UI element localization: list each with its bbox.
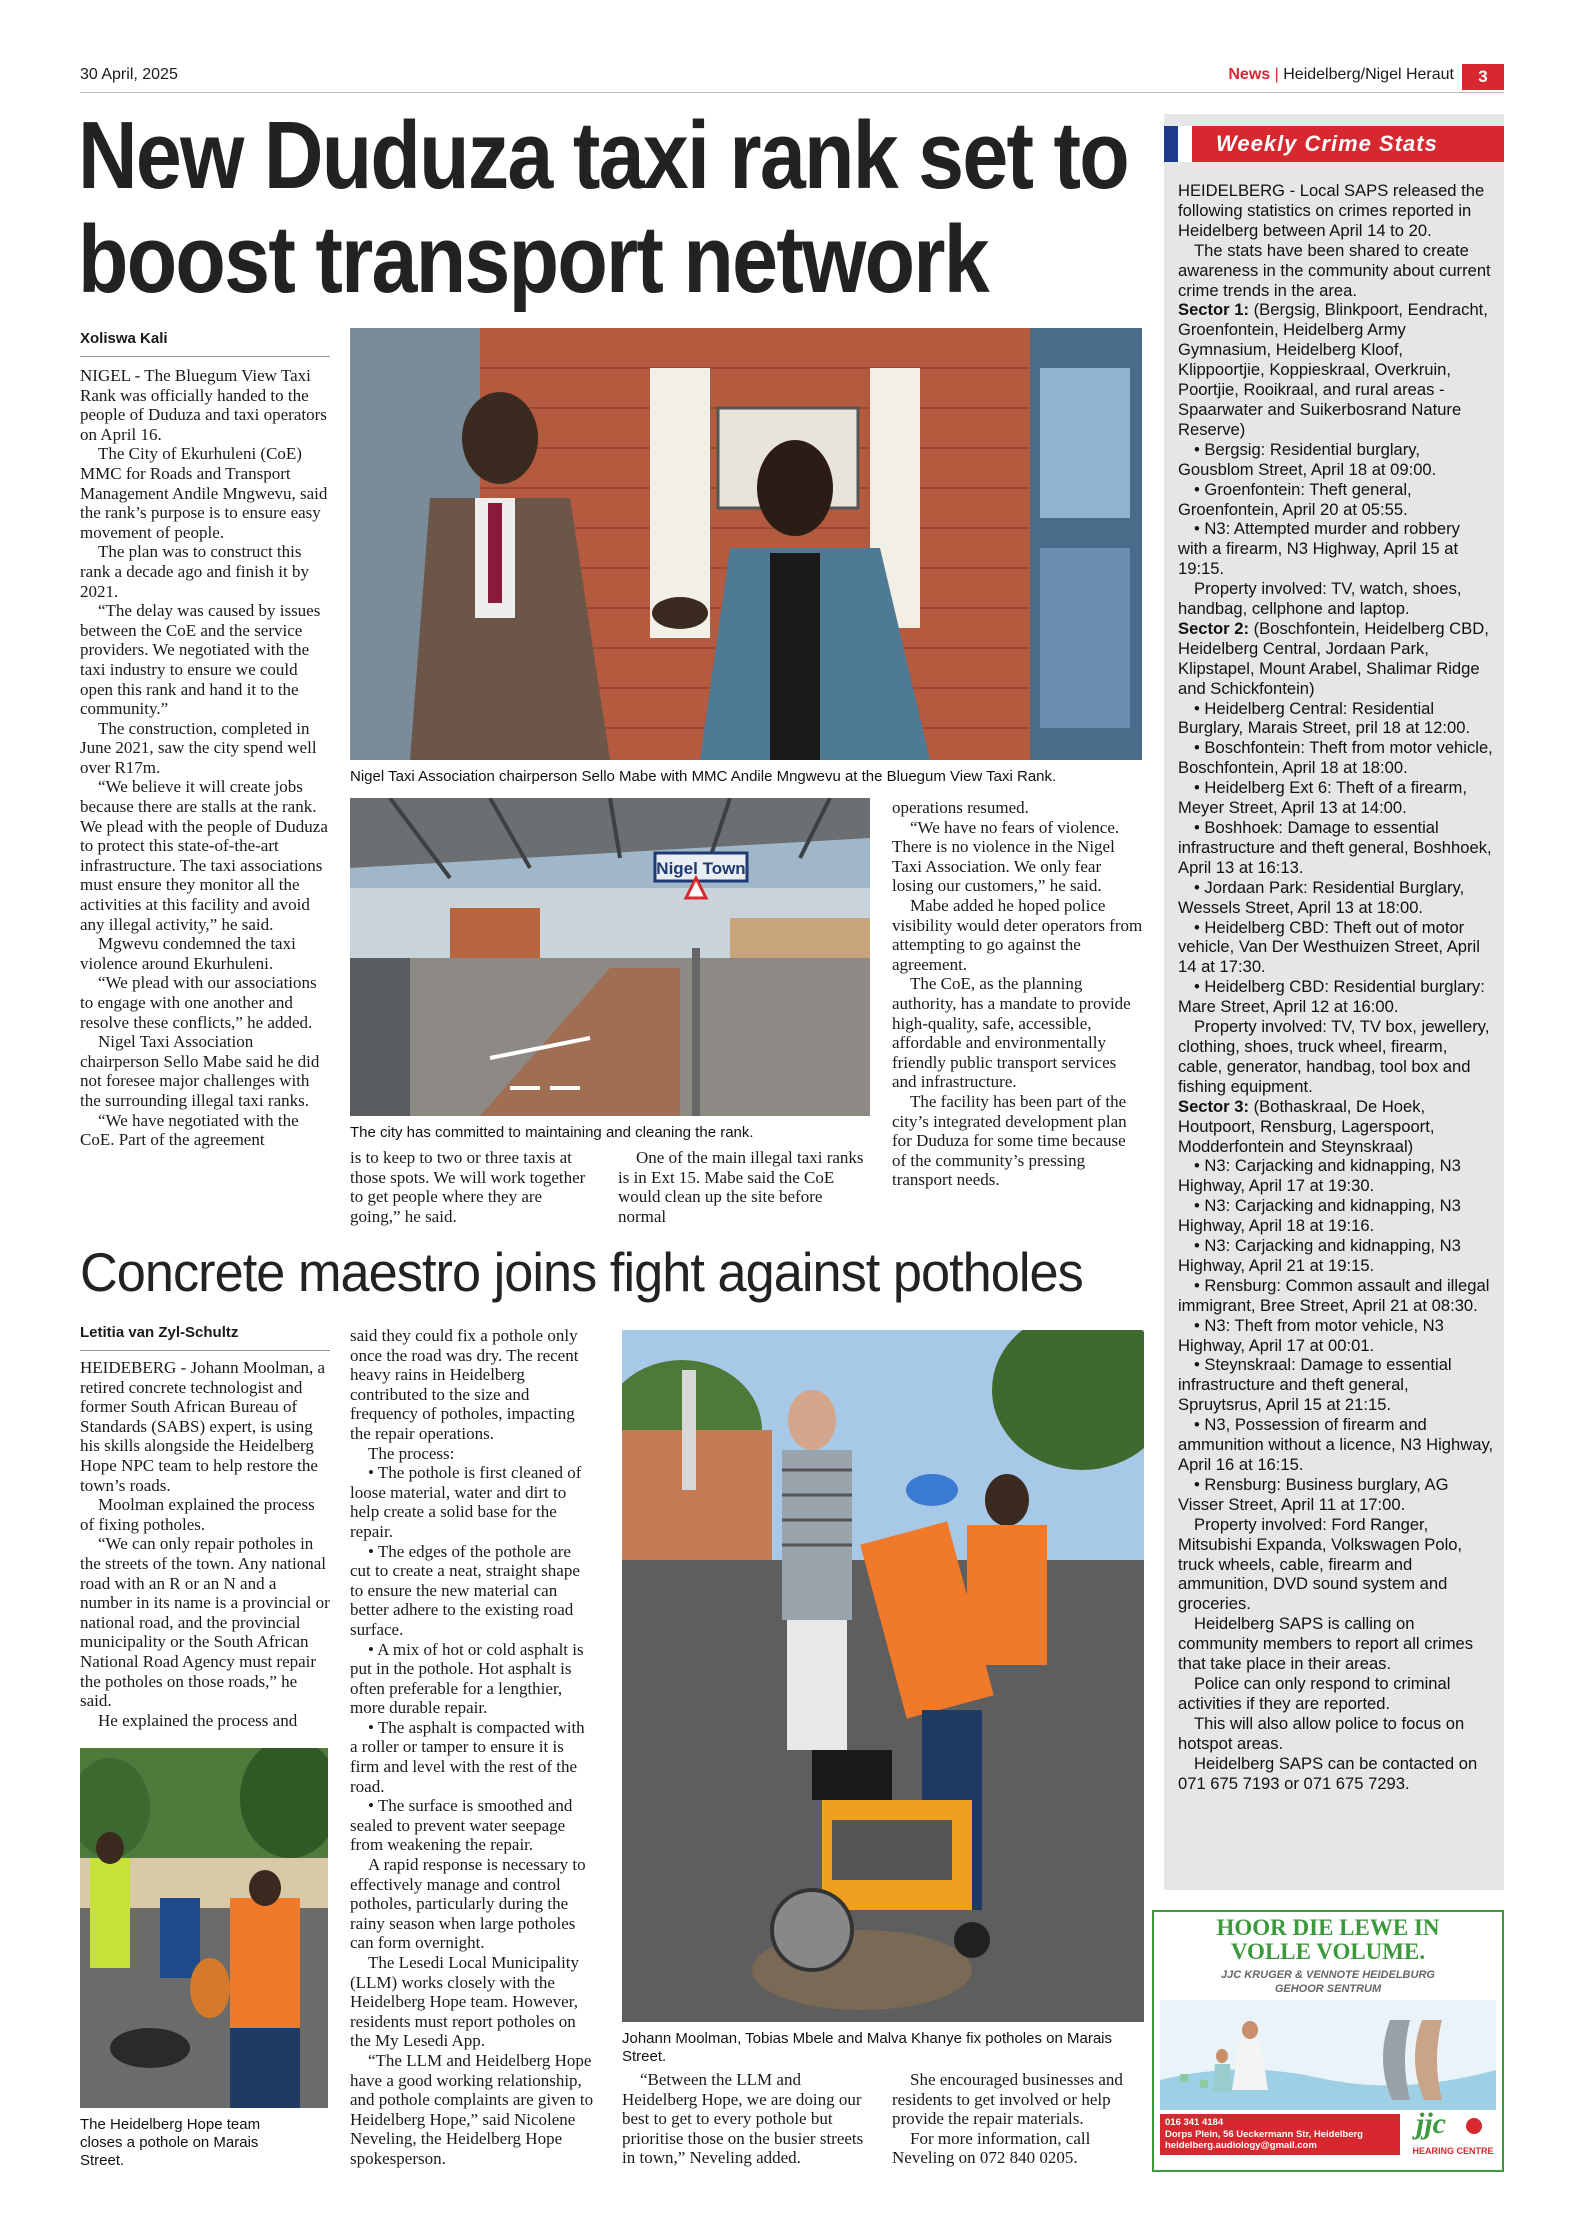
paragraph: The construction, completed in June 2021, saw the city spend well over R17m. [80,718,317,777]
crime-paragraph: • N3: Carjacking and kidnapping, N3 Highway, April 17 at 19:30. [1178,1156,1461,1196]
paragraph: • The pothole is first cleaned of loose material, water and dirt to help create a solid base for the repair. [350,1463,582,1541]
photo-pothole-team-caption: The Heidelberg Hope team closes a pothole on Marais Street. [80,2116,261,2169]
photo-taxi-rank-caption: The city has committed to maintaining and cleaning the rank. [350,1124,754,1141]
crime-paragraph: • Heidelberg CBD: Theft out of motor vehicle, Van Der Westhuizen Street, April 14 at 17:30. [1178,917,1480,977]
paragraph: The City of Ekurhuleni (CoE) MMC for Roads and Transport Management Andile Mngwevu, said the rank’s purpose is to ensure easy movement of people. [80,444,328,542]
section-header [1228,66,1454,84]
byline-rule [80,356,330,357]
ad-headline-line-1: HOOR DIE LEWE IN [1216,1915,1440,1940]
crime-stats-title: Weekly Crime Stats [1206,126,1504,162]
paragraph: operations resumed. [892,798,1029,817]
paragraph: HEIDEBERG - Johann Moolman, a retired concrete technologist and former South African Bureau of Standards (SABS) expert, is using his skills alongside the Heidelberg Hope NPC team to help restore the town’s roads. [80,1358,326,1495]
paragraph: Moolman explained the process of fixing potholes. [80,1495,315,1534]
paragraph: is to keep to two or three taxis at those spots. We will work together to get people where they are going,” he said. [350,1148,586,1226]
paragraph: said they could fix a pothole only once the road was dry. The recent heavy rains in Heidelberg contributed to the size and frequency of potholes, impacting the repair operations. [350,1326,579,1443]
ad-illustration [1160,2000,1496,2110]
byline-rule [80,1350,330,1351]
ad-address: Dorps Plein, 56 Ueckermann Str, Heidelberg [1165,2128,1363,2140]
header-rule [80,92,1504,93]
article2-col1 [80,1358,330,1730]
article2-byline: Letitia van Zyl-Schultz [80,1324,239,1341]
crime-sector-paragraph [1178,300,1494,439]
ad-email[interactable]: heidelberg.audiology@gmail.com [1165,2140,1317,2151]
paragraph: “We plead with our associations to engage with one another and resolve these conflicts,” he added. [80,973,317,1032]
crime-sector-areas: (Bergsig, Blinkpoort, Eendracht, Groenfontein, Heidelberg Army Gymnasium, Heidelberg Kloof, Klippoortjie, Koppieskraal, Overkruin, Poortjie, Rooikraal, and rural areas - Spaarwater and Suikerbosrand Nature Reserve) [1178,300,1488,439]
paragraph: The CoE, as the planning authority, has a mandate to provide high-quality, safe, accessible, affordable and environmentally friendly public transport services and infrastructure. [892,974,1131,1092]
photo-handshake [350,328,1142,760]
ad-contact [1160,2114,1400,2155]
paragraph: “The LLM and Heidelberg Hope have a good working relationship, and pothole complaints are given to Heidelberg Hope,” said Nicolene Neveling, the Heidelberg Hope spokesperson. [350,2050,594,2168]
crime-paragraph: HEIDELBERG - Local SAPS released the following statistics on crimes reported in Heidelberg between April 14 to 20. [1178,181,1485,240]
paragraph: He explained the process and [98,1710,298,1730]
photo-pothole-repair [622,1330,1144,2022]
crime-paragraph: • Boshhoek: Damage to essential infrastructure and theft general, Boshhoek, April 13 at 16:13. [1178,818,1492,877]
publication-name: Heidelberg/Nigel Heraut [1283,66,1454,83]
ad-logo-letters: jjc [1416,2107,1446,2140]
article2-headline: Concrete maestro joins fight against potholes [80,1241,1083,1303]
paragraph: One of the main illegal taxi ranks is in Ext 15. Mabe said the CoE would clean up the site before normal [618,1148,864,1226]
crime-sector-areas: (Bothaskraal, De Hoek, Houtpoort, Rensburg, Lagerspoort, Modderfontein and Steynskraal) [1178,1096,1435,1156]
paragraph: The Lesedi Local Municipality (LLM) works closely with the Heidelberg Hope team. However, residents must report potholes on the My Lesedi App. [350,1953,580,2051]
crime-paragraph: Property involved: Ford Ranger, Mitsubishi Expanda, Volkswagen Polo, truck wheels, cable, firearm and ammunition, DVD sound system and groceries. [1178,1514,1463,1614]
headline-line-1: New Duduza taxi rank set to [78,102,1129,209]
article1-col4 [892,798,1144,1190]
article2-col4 [892,2070,1144,2168]
paragraph: • The asphalt is compacted with a roller or tamper to ensure it is firm and level with the rest of the road. [350,1717,585,1796]
headline-line-2: boost transport network [78,206,988,313]
paragraph: Nigel Taxi Association chairperson Sello Mabe said he did not foresee major challenges with the surrounding illegal taxi ranks. [80,1032,320,1110]
article1-headline [78,102,1129,313]
crime-stats-flag [1164,126,1206,162]
article2-col3 [622,2070,872,2168]
paragraph: For more information, call Neveling on 072 840 0205. [892,2128,1091,2168]
crime-paragraph: • Groenfontein: Theft general, Groenfontein, April 20 at 05:55. [1178,479,1412,519]
crime-paragraph: • Rensburg: Common assault and illegal immigrant, Bree Street, April 21 at 08:30. [1178,1275,1490,1315]
crime-sector-paragraph [1178,619,1494,699]
article1-col3 [618,1148,868,1226]
ad-logo-dot [1466,2118,1482,2134]
crime-paragraph: Property involved: TV, watch, shoes, handbag, cellphone and laptop. [1178,579,1462,619]
page-number: 3 [1462,64,1504,90]
crime-sector-label: Sector 3: [1178,1096,1250,1116]
article1-byline: Xoliswa Kali [80,330,168,347]
crime-paragraph: Police can only respond to criminal activities if they are reported. [1178,1673,1451,1713]
paragraph: Mgwevu condemned the taxi violence around Ekurhuleni. [80,934,296,973]
crime-paragraph: • Heidelberg Ext 6: Theft of a firearm, Meyer Street, April 13 at 14:00. [1178,778,1467,818]
photo-pothole-repair-caption: Johann Moolman, Tobias Mbele and Malva Khanye fix potholes on Marais Street. [622,2030,1113,2065]
ad-phone[interactable]: 016 341 4184 [1165,2117,1224,2128]
paragraph: “The delay was caused by issues between the CoE and the service providers. We negotiated with the taxi industry to ensure we could open this rank and hand it to the community.” [80,601,321,719]
paragraph: • The surface is smoothed and sealed to prevent water seepage from weakening the repair. [350,1796,573,1855]
paragraph: NIGEL - The Bluegum View Taxi Rank was officially handed to the people of Duduza and taxi operators on April 16. [80,366,327,444]
ad-logo [1408,2108,1498,2168]
crime-paragraph: • N3: Attempted murder and robbery with a firearm, N3 Highway, April 15 at 19:15. [1178,519,1460,579]
ad-subtitle-line-2: GEHOOR SENTRUM [1274,1983,1382,1995]
crime-sector-areas: (Boschfontein, Heidelberg CBD, Heidelberg Central, Jordaan Park, Klipstapel, Mount Arabel, Shalimar Ridge and Schickfontein) [1178,618,1489,698]
paragraph: • A mix of hot or cold asphalt is put in the pothole. Hot asphalt is often preferable for a lengthier, more durable repair. [350,1639,584,1718]
crime-sector-paragraph [1178,1097,1494,1157]
section-separator: | [1274,66,1279,83]
ad-headline-line-2: VOLLE VOLUME. [1230,1939,1426,1964]
crime-paragraph: The stats have been shared to create awareness in the community about current crime trends in the area. [1178,240,1491,300]
paragraph: She encouraged businesses and residents to get involved or help provide the repair materials. [892,2070,1123,2129]
crime-paragraph: Heidelberg SAPS can be contacted on 071 675 7193 or 071 675 7293. [1178,1753,1478,1793]
paragraph: “We have negotiated with the CoE. Part of the agreement [80,1110,299,1150]
crime-paragraph: • N3: Theft from motor vehicle, N3 Highway, April 17 at 00:01. [1178,1315,1444,1355]
article1-col2 [350,1148,590,1226]
paragraph: The facility has been part of the city’s integrated development plan for Duduza for some time because of the community’s pressing transport needs. [892,1091,1127,1190]
paragraph: • The edges of the pothole are cut to create a neat, straight shape to ensure the new material can better adhere to the existing road surface. [350,1541,580,1639]
taxi-rank-sign-text: Nigel Town [656,859,746,878]
crime-sector-label: Sector 1: [1178,300,1250,320]
crime-stats-body [1178,181,1494,1793]
photo-handshake-caption: Nigel Taxi Association chairperson Sello Mabe with MMC Andile Mngwevu at the Bluegum View Taxi Rank. [350,768,1057,785]
crime-paragraph: • Steynskraal: Damage to essential infrastructure and theft general, Spruytsrus, April 15 at 21:15. [1178,1355,1452,1415]
crime-paragraph: • N3: Carjacking and kidnapping, N3 Highway, April 18 at 19:16. [1178,1196,1461,1236]
paragraph: “Between the LLM and Heidelberg Hope, we are doing our best to get to every pothole but prioritise those on the busier streets in town,” Neveling added. [622,2070,864,2168]
section-label: News [1228,66,1271,83]
paragraph: The process: [368,1443,455,1463]
paragraph: “We can only repair potholes in the streets of the town. Any national road with an R or an N and a number in its name is a provincial or national road, and the provincial municipality or the South African National Road Agency must repair the potholes on those roads,” he said. [80,1534,330,1711]
paragraph: A rapid response is necessary to effectively manage and control potholes, particularly during the rainy season when large potholes can form overnight. [350,1855,586,1953]
crime-paragraph: • Rensburg: Business burglary, AG Visser Street, April 11 at 17:00. [1178,1474,1449,1514]
paragraph: The plan was to construct this rank a decade ago and finish it by 2021. [80,542,309,601]
ad-subtitle [1154,1968,1502,1996]
photo-pothole-team [80,1748,328,2108]
ad-subtitle-line-1: JJC KRUGER & VENNOTE HEIDELBURG [1221,1969,1435,1981]
crime-paragraph: Property involved: TV, TV box, jewellery, clothing, shoes, truck wheel, firearm, cable, generator, handbag, tool box and fishing equipment. [1178,1017,1490,1096]
crime-paragraph: • Jordaan Park: Residential Burglary, Wessels Street, April 13 at 18:00. [1178,877,1465,917]
paragraph: “We believe it will create jobs because there are stalls at the rank. We plead with the people of Duduza to protect this state-of-the-art infrastructure. The taxi associations must ensure they monitor all the activities at this facility and avoid any illegal activity,” he said. [80,777,328,934]
paragraph: “We have no fears of violence. There is no violence in the Nigel Taxi Association. We only fear losing our customers,” he said. [892,817,1120,896]
crime-paragraph: • N3, Possession of firearm and ammunition without a licence, N3 Highway, April 16 at 16:15. [1178,1415,1494,1474]
crime-paragraph: Heidelberg SAPS is calling on community members to report all crimes that take place in their areas. [1178,1614,1474,1674]
crime-paragraph: This will also allow police to focus on hotspot areas. [1178,1713,1465,1753]
ad-logo-text: HEARING CENTRE [1412,2146,1494,2156]
photo-taxi-rank [350,798,870,1116]
crime-paragraph: • Boschfontein: Theft from motor vehicle, Boschfontein, April 18 at 18:00. [1178,738,1493,778]
article1-col1 [80,366,330,1150]
issue-date: 30 April, 2025 [80,66,178,83]
crime-paragraph: • N3: Carjacking and kidnapping, N3 Highway, April 21 at 19:15. [1178,1236,1461,1275]
crime-paragraph: • Heidelberg CBD: Residential burglary: Mare Street, April 12 at 16:00. [1178,977,1485,1017]
hearing-ad [1152,1910,1504,2172]
crime-sector-label: Sector 2: [1178,618,1250,638]
paragraph: Mabe added he hoped police visibility would deter operators from attempting to go against the agreement. [892,895,1143,974]
article2-col2 [350,1326,595,2169]
crime-paragraph: • Heidelberg Central: Residential Burglary, Marais Street, pril 18 at 12:00. [1178,698,1471,738]
ad-headline [1154,1916,1502,1964]
crime-paragraph: • Bergsig: Residential burglary, Gousblom Street, April 18 at 09:00. [1178,439,1437,479]
